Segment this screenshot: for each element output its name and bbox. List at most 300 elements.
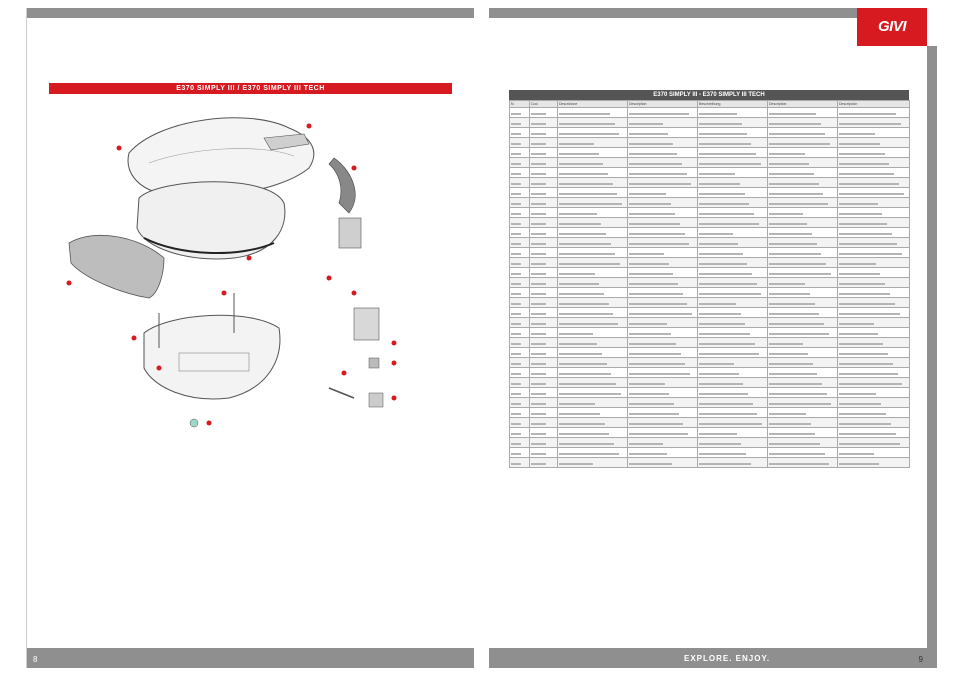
illegible-text-line xyxy=(769,183,819,185)
table-cell xyxy=(838,148,910,158)
right-side-strip xyxy=(927,46,937,648)
illegible-text-line xyxy=(511,143,521,145)
left-footer-bar xyxy=(27,648,474,668)
table-cell xyxy=(510,448,530,458)
table-cell xyxy=(510,288,530,298)
table-cell xyxy=(510,168,530,178)
illegible-text-line xyxy=(699,383,743,385)
illegible-text-line xyxy=(839,363,893,365)
illegible-text-line xyxy=(531,163,546,165)
table-cell xyxy=(698,268,768,278)
illegible-text-line xyxy=(559,173,608,175)
table-cell xyxy=(698,238,768,248)
illegible-text-line xyxy=(629,213,675,215)
illegible-text-line xyxy=(511,293,521,295)
table-cell xyxy=(838,338,910,348)
illegible-text-line xyxy=(511,303,521,305)
illegible-text-line xyxy=(839,463,879,465)
table-cell xyxy=(510,398,530,408)
table-cell xyxy=(698,128,768,138)
table-cell xyxy=(510,178,530,188)
table-cell xyxy=(768,298,838,308)
illegible-text-line xyxy=(839,423,891,425)
table-cell xyxy=(628,368,698,378)
brand-slogan: EXPLORE. ENJOY. xyxy=(684,654,771,663)
table-cell xyxy=(628,378,698,388)
illegible-text-line xyxy=(559,163,603,165)
illegible-text-line xyxy=(531,293,546,295)
illegible-text-line xyxy=(769,243,817,245)
illegible-text-line xyxy=(769,303,815,305)
table-cell xyxy=(558,168,628,178)
illegible-text-line xyxy=(511,273,521,275)
illegible-text-line xyxy=(629,413,679,415)
illegible-text-line xyxy=(559,453,619,455)
illegible-text-line xyxy=(511,233,521,235)
illegible-text-line xyxy=(769,193,823,195)
table-cell xyxy=(510,188,530,198)
table-row xyxy=(510,118,910,128)
table-row xyxy=(510,248,910,258)
illegible-text-line xyxy=(531,373,546,375)
table-row xyxy=(510,198,910,208)
illegible-text-line xyxy=(629,453,667,455)
exploded-parts-diagram xyxy=(49,98,449,443)
illegible-text-line xyxy=(531,213,546,215)
table-cell xyxy=(510,308,530,318)
table-cell xyxy=(698,348,768,358)
table-cell xyxy=(530,358,558,368)
illegible-text-line xyxy=(531,313,546,315)
illegible-text-line xyxy=(511,453,521,455)
table-cell xyxy=(768,448,838,458)
exploded-view-title: E370 SIMPLY III / E370 SIMPLY III TECH xyxy=(49,83,452,94)
table-cell xyxy=(838,118,910,128)
illegible-text-line xyxy=(531,333,546,335)
illegible-text-line xyxy=(531,193,546,195)
right-top-bar xyxy=(489,8,869,18)
illegible-text-line xyxy=(511,403,521,405)
table-row xyxy=(510,358,910,368)
illegible-text-line xyxy=(629,233,685,235)
table-cell xyxy=(530,438,558,448)
table-cell xyxy=(768,178,838,188)
table-cell xyxy=(628,228,698,238)
table-cell xyxy=(628,418,698,428)
illegible-text-line xyxy=(839,333,878,335)
illegible-text-line xyxy=(559,383,616,385)
table-cell xyxy=(510,268,530,278)
right-page-number: 9 xyxy=(918,655,923,664)
illegible-text-line xyxy=(699,223,759,225)
illegible-text-line xyxy=(511,113,521,115)
illegible-text-line xyxy=(699,163,761,165)
illegible-text-line xyxy=(769,273,831,275)
illegible-text-line xyxy=(531,123,546,125)
illegible-text-line xyxy=(531,393,546,395)
table-cell xyxy=(838,368,910,378)
illegible-text-line xyxy=(769,313,819,315)
illegible-text-line xyxy=(699,113,737,115)
table-cell xyxy=(768,378,838,388)
left-page xyxy=(26,8,474,668)
table-row xyxy=(510,278,910,288)
table-cell xyxy=(698,198,768,208)
table-cell xyxy=(768,138,838,148)
table-cell xyxy=(510,148,530,158)
illegible-text-line xyxy=(531,353,546,355)
illegible-text-line xyxy=(559,303,609,305)
illegible-text-line xyxy=(559,413,600,415)
illegible-text-line xyxy=(531,423,546,425)
table-cell xyxy=(768,188,838,198)
illegible-text-line xyxy=(769,333,829,335)
table-cell xyxy=(838,388,910,398)
illegible-text-line xyxy=(511,433,521,435)
table-cell xyxy=(768,348,838,358)
table-cell xyxy=(510,248,530,258)
table-cell xyxy=(530,118,558,128)
illegible-text-line xyxy=(511,333,521,335)
table-cell xyxy=(698,318,768,328)
illegible-text-line xyxy=(559,463,593,465)
table-cell xyxy=(628,258,698,268)
illegible-text-line xyxy=(839,313,900,315)
table-cell xyxy=(530,368,558,378)
illegible-text-line xyxy=(559,253,615,255)
table-cell xyxy=(838,378,910,388)
table-cell xyxy=(628,408,698,418)
illegible-text-line xyxy=(629,203,671,205)
illegible-text-line xyxy=(769,393,827,395)
illegible-text-line xyxy=(629,463,672,465)
illegible-text-line xyxy=(769,353,808,355)
table-cell xyxy=(530,138,558,148)
illegible-text-line xyxy=(629,433,688,435)
table-cell xyxy=(530,298,558,308)
table-row xyxy=(510,408,910,418)
illegible-text-line xyxy=(699,363,734,365)
table-cell xyxy=(698,368,768,378)
table-cell xyxy=(698,328,768,338)
table-cell xyxy=(768,428,838,438)
table-cell xyxy=(510,368,530,378)
table-cell xyxy=(510,338,530,348)
table-cell xyxy=(558,138,628,148)
illegible-text-line xyxy=(699,273,752,275)
illegible-text-line xyxy=(769,463,829,465)
table-cell xyxy=(628,188,698,198)
illegible-text-line xyxy=(531,403,546,405)
illegible-text-line xyxy=(769,343,803,345)
table-cell xyxy=(530,338,558,348)
illegible-text-line xyxy=(559,213,597,215)
illegible-text-line xyxy=(559,273,595,275)
illegible-text-line xyxy=(629,343,676,345)
table-cell xyxy=(838,308,910,318)
illegible-text-line xyxy=(699,123,742,125)
left-top-bar xyxy=(27,8,474,18)
table-cell xyxy=(628,318,698,328)
table-cell xyxy=(838,228,910,238)
table-cell xyxy=(768,158,838,168)
illegible-text-line xyxy=(511,213,521,215)
illegible-text-line xyxy=(559,433,609,435)
illegible-text-line xyxy=(839,163,889,165)
table-cell xyxy=(838,248,910,258)
illegible-text-line xyxy=(839,453,874,455)
table-cell xyxy=(698,358,768,368)
table-cell xyxy=(628,208,698,218)
illegible-text-line xyxy=(839,283,885,285)
illegible-text-line xyxy=(699,283,757,285)
illegible-text-line xyxy=(559,113,610,115)
table-cell xyxy=(838,158,910,168)
table-cell xyxy=(698,288,768,298)
table-cell xyxy=(768,168,838,178)
illegible-text-line xyxy=(839,403,881,405)
table-cell xyxy=(558,368,628,378)
table-cell xyxy=(838,398,910,408)
illegible-text-line xyxy=(629,153,677,155)
illegible-text-line xyxy=(531,273,546,275)
table-cell xyxy=(768,328,838,338)
table-cell xyxy=(530,238,558,248)
table-cell xyxy=(698,258,768,268)
table-row xyxy=(510,208,910,218)
illegible-text-line xyxy=(699,263,747,265)
illegible-text-line xyxy=(531,183,546,185)
table-cell xyxy=(698,228,768,238)
table-cell xyxy=(698,458,768,468)
table-cell xyxy=(510,438,530,448)
illegible-text-line xyxy=(531,133,546,135)
illegible-text-line xyxy=(769,453,825,455)
table-cell xyxy=(510,138,530,148)
table-cell xyxy=(510,458,530,468)
table-cell xyxy=(628,298,698,308)
illegible-text-line xyxy=(769,223,807,225)
illegible-text-line xyxy=(511,173,521,175)
table-row xyxy=(510,328,910,338)
table-cell xyxy=(558,148,628,158)
table-cell xyxy=(698,278,768,288)
table-cell xyxy=(510,328,530,338)
illegible-text-line xyxy=(839,193,904,195)
table-cell xyxy=(510,358,530,368)
illegible-text-line xyxy=(531,113,546,115)
illegible-text-line xyxy=(629,303,687,305)
illegible-text-line xyxy=(629,353,681,355)
table-cell xyxy=(628,148,698,158)
illegible-text-line xyxy=(559,293,604,295)
parts-table-grid xyxy=(509,100,910,468)
illegible-text-line xyxy=(559,313,613,315)
table-row xyxy=(510,228,910,238)
table-cell xyxy=(628,198,698,208)
table-cell xyxy=(628,288,698,298)
table-cell xyxy=(768,248,838,258)
illegible-text-line xyxy=(531,143,546,145)
table-cell xyxy=(530,258,558,268)
table-row xyxy=(510,288,910,298)
table-cell xyxy=(838,318,910,328)
table-cell xyxy=(838,358,910,368)
table-cell xyxy=(628,448,698,458)
table-row xyxy=(510,348,910,358)
illegible-text-line xyxy=(769,233,812,235)
table-cell xyxy=(698,438,768,448)
illegible-text-line xyxy=(699,403,753,405)
table-cell xyxy=(698,168,768,178)
illegible-text-line xyxy=(531,253,546,255)
table-cell xyxy=(698,248,768,258)
illegible-text-line xyxy=(839,393,876,395)
table-cell xyxy=(628,358,698,368)
illegible-text-line xyxy=(629,193,666,195)
table-cell xyxy=(768,398,838,408)
reflector-side xyxy=(329,158,355,213)
illegible-text-line xyxy=(839,373,898,375)
illegible-text-line xyxy=(559,243,611,245)
table-cell xyxy=(530,448,558,458)
illegible-text-line xyxy=(559,123,615,125)
illegible-text-line xyxy=(699,203,749,205)
table-cell xyxy=(768,388,838,398)
illegible-text-line xyxy=(559,323,618,325)
illegible-text-line xyxy=(699,253,743,255)
table-cell xyxy=(530,198,558,208)
table-cell xyxy=(768,318,838,328)
illegible-text-line xyxy=(531,433,546,435)
illegible-text-line xyxy=(769,203,828,205)
illegible-text-line xyxy=(559,203,622,205)
illegible-text-line xyxy=(511,343,521,345)
illegible-text-line xyxy=(511,153,521,155)
table-row xyxy=(510,378,910,388)
table-cell xyxy=(530,388,558,398)
table-cell xyxy=(530,178,558,188)
table-cell xyxy=(558,198,628,208)
illegible-text-line xyxy=(559,223,601,225)
table-row xyxy=(510,388,910,398)
illegible-text-line xyxy=(839,173,894,175)
illegible-text-line xyxy=(559,333,593,335)
table-cell xyxy=(628,128,698,138)
illegible-text-line xyxy=(629,253,664,255)
illegible-text-line xyxy=(629,403,674,405)
table-cell xyxy=(768,108,838,118)
illegible-text-line xyxy=(769,403,831,405)
table-cell xyxy=(768,358,838,368)
table-cell xyxy=(838,208,910,218)
illegible-text-line xyxy=(629,133,668,135)
illegible-text-line xyxy=(699,143,751,145)
table-row xyxy=(510,318,910,328)
table-row xyxy=(510,218,910,228)
illegible-text-line xyxy=(511,423,521,425)
table-row xyxy=(510,108,910,118)
table-cell xyxy=(838,418,910,428)
table-cell xyxy=(628,218,698,228)
illegible-text-line xyxy=(629,173,687,175)
table-cell xyxy=(558,338,628,348)
table-row xyxy=(510,158,910,168)
table-cell xyxy=(530,108,558,118)
table-cell xyxy=(510,208,530,218)
illegible-text-line xyxy=(531,263,546,265)
table-cell xyxy=(768,258,838,268)
table-cell xyxy=(698,208,768,218)
illegible-text-line xyxy=(769,433,815,435)
illegible-text-line xyxy=(769,363,813,365)
table-cell xyxy=(768,198,838,208)
illegible-text-line xyxy=(769,413,806,415)
illegible-text-line xyxy=(769,283,805,285)
table-cell xyxy=(530,208,558,218)
illegible-text-line xyxy=(839,413,886,415)
table-cell xyxy=(558,228,628,238)
table-cell xyxy=(628,118,698,128)
table-cell xyxy=(530,128,558,138)
illegible-text-line xyxy=(699,463,751,465)
table-cell xyxy=(838,288,910,298)
illegible-text-line xyxy=(699,193,745,195)
illegible-text-line xyxy=(511,203,521,205)
illegible-text-line xyxy=(531,203,546,205)
table-cell xyxy=(530,228,558,238)
illegible-text-line xyxy=(839,133,875,135)
table-cell xyxy=(838,128,910,138)
illegible-text-line xyxy=(699,233,733,235)
table-cell xyxy=(838,458,910,468)
table-row xyxy=(510,428,910,438)
table-cell xyxy=(768,278,838,288)
table-cell xyxy=(510,218,530,228)
table-cell xyxy=(558,288,628,298)
illegible-text-line xyxy=(531,323,546,325)
illegible-text-line xyxy=(839,123,901,125)
table-cell xyxy=(838,238,910,248)
table-cell xyxy=(558,428,628,438)
table-cell xyxy=(530,288,558,298)
table-cell xyxy=(838,328,910,338)
left-page-number: 8 xyxy=(33,655,38,664)
table-cell xyxy=(768,308,838,318)
illegible-text-line xyxy=(531,453,546,455)
table-cell xyxy=(838,258,910,268)
illegible-text-line xyxy=(629,293,683,295)
illegible-text-line xyxy=(559,423,605,425)
table-cell xyxy=(768,218,838,228)
table-cell xyxy=(530,348,558,358)
illegible-text-line xyxy=(511,263,521,265)
illegible-text-line xyxy=(511,413,521,415)
table-cell xyxy=(558,318,628,328)
illegible-text-line xyxy=(629,263,669,265)
illegible-text-line xyxy=(839,253,902,255)
table-cell xyxy=(510,228,530,238)
illegible-text-line xyxy=(511,323,521,325)
table-cell xyxy=(838,348,910,358)
table-cell xyxy=(530,158,558,168)
table-cell xyxy=(838,298,910,308)
table-cell xyxy=(698,448,768,458)
table-cell xyxy=(628,268,698,278)
table-cell xyxy=(698,308,768,318)
illegible-text-line xyxy=(629,393,669,395)
table-cell xyxy=(698,378,768,388)
